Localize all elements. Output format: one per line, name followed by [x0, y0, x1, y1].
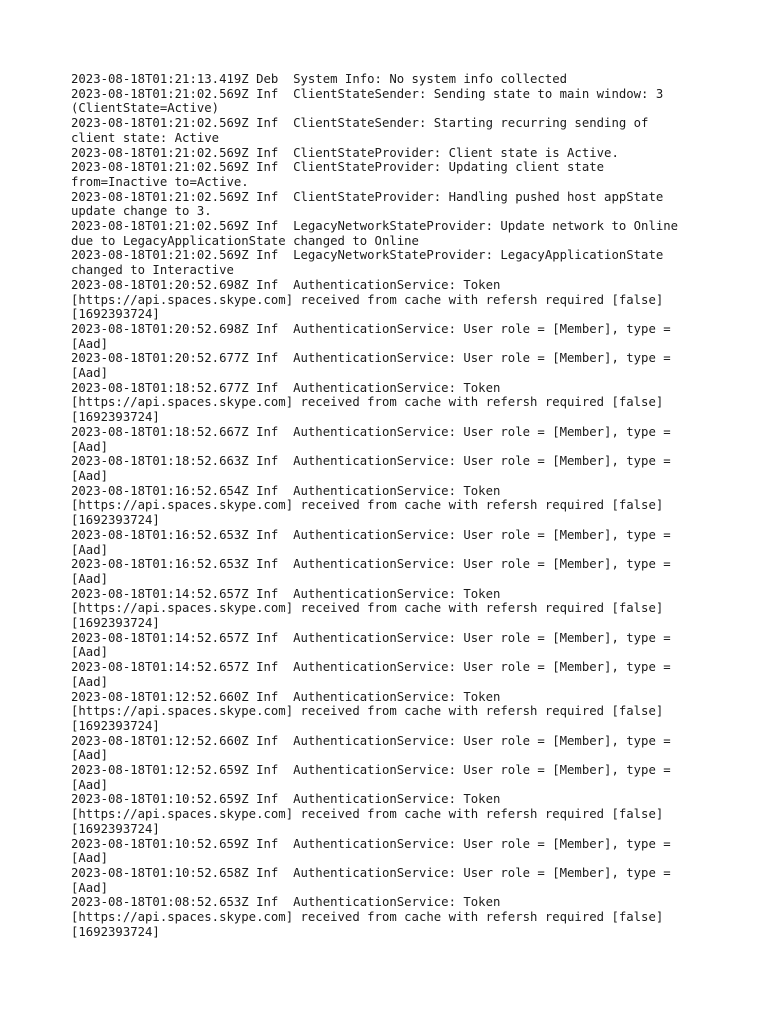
- log-line: [1692393724]: [71, 924, 160, 939]
- log-entry: [71, 866, 711, 895]
- log-entry: [71, 160, 711, 189]
- log-line: 2023-08-18T01:18:52.663Z Inf AuthenticationService: User role = [Member], type =: [71, 454, 671, 469]
- log-line: [Aad]: [71, 777, 109, 792]
- log-entry: [71, 351, 711, 380]
- log-line: [1692393724]: [71, 410, 160, 425]
- log-line: 2023-08-18T01:21:02.569Z Inf LegacyNetworkStateProvider: LegacyApplicationState: [71, 248, 664, 263]
- log-entry: [71, 631, 711, 660]
- log-line: [Aad]: [71, 468, 109, 483]
- log-entry: [71, 587, 711, 631]
- log-line: [1692393724]: [71, 307, 160, 322]
- log-entry: [71, 322, 711, 351]
- log-line: 2023-08-18T01:12:52.660Z Inf AuthenticationService: Token: [71, 689, 501, 704]
- log-line: [1692393724]: [71, 616, 160, 631]
- log-line: 2023-08-18T01:16:52.653Z Inf AuthenticationService: User role = [Member], type =: [71, 527, 671, 542]
- log-line: 2023-08-18T01:18:52.677Z Inf AuthenticationService: Token: [71, 380, 501, 395]
- log-line: [https://api.spaces.skype.com] received from cache with refersh required [false]: [71, 292, 664, 307]
- log-line: 2023-08-18T01:14:52.657Z Inf AuthenticationService: User role = [Member], type =: [71, 630, 671, 645]
- log-line: from=Inactive to=Active.: [71, 174, 249, 189]
- log-line: 2023-08-18T01:08:52.653Z Inf AuthenticationService: Token: [71, 895, 501, 910]
- log-line: 2023-08-18T01:21:02.569Z Inf ClientStateProvider: Updating client state: [71, 160, 605, 175]
- log-line: [Aad]: [71, 336, 109, 351]
- log-line: [1692393724]: [71, 821, 160, 836]
- log-line: [Aad]: [71, 880, 109, 895]
- log-entry: [71, 146, 711, 161]
- log-line: [1692393724]: [71, 513, 160, 528]
- log-line: [Aad]: [71, 674, 109, 689]
- log-entry: [71, 763, 711, 792]
- log-line: [Aad]: [71, 366, 109, 381]
- log-entry: [71, 660, 711, 689]
- log-line: 2023-08-18T01:14:52.657Z Inf AuthenticationService: User role = [Member], type =: [71, 660, 671, 675]
- log-entry: [71, 116, 711, 145]
- log-entry: [71, 87, 711, 116]
- log-entry: [71, 734, 711, 763]
- log-entry: [71, 528, 711, 557]
- log-line: 2023-08-18T01:21:02.569Z Inf ClientStateProvider: Handling pushed host appState: [71, 189, 664, 204]
- log-entry: [71, 190, 711, 219]
- log-line: [Aad]: [71, 439, 109, 454]
- log-entry: [71, 557, 711, 586]
- log-entry: [71, 454, 711, 483]
- log-entry: [71, 381, 711, 425]
- log-line: 2023-08-18T01:21:02.569Z Inf ClientStateProvider: Client state is Active.: [71, 145, 619, 160]
- log-line: [https://api.spaces.skype.com] received from cache with refersh required [false]: [71, 807, 664, 822]
- log-line: [https://api.spaces.skype.com] received from cache with refersh required [false]: [71, 395, 664, 410]
- log-line: 2023-08-18T01:21:02.569Z Inf LegacyNetworkStateProvider: Update network to Online: [71, 219, 679, 234]
- log-line: [Aad]: [71, 542, 109, 557]
- log-entry: [71, 895, 711, 939]
- log-line: 2023-08-18T01:20:52.698Z Inf AuthenticationService: Token: [71, 277, 501, 292]
- log-line: [Aad]: [71, 645, 109, 660]
- log-line: 2023-08-18T01:10:52.658Z Inf AuthenticationService: User role = [Member], type =: [71, 865, 671, 880]
- log-line: 2023-08-18T01:20:52.698Z Inf AuthenticationService: User role = [Member], type =: [71, 321, 671, 336]
- log-text-block: [71, 72, 711, 939]
- log-line: (ClientState=Active): [71, 101, 220, 116]
- log-line: 2023-08-18T01:16:52.654Z Inf AuthenticationService: Token: [71, 483, 501, 498]
- log-line: [Aad]: [71, 571, 109, 586]
- log-line: client state: Active: [71, 130, 220, 145]
- log-line: [1692393724]: [71, 718, 160, 733]
- log-entry: [71, 278, 711, 322]
- log-line: [https://api.spaces.skype.com] received from cache with refersh required [false]: [71, 498, 664, 513]
- log-line: 2023-08-18T01:12:52.659Z Inf AuthenticationService: User role = [Member], type =: [71, 763, 671, 778]
- log-line: 2023-08-18T01:20:52.677Z Inf AuthenticationService: User role = [Member], type =: [71, 351, 671, 366]
- log-entry: [71, 248, 711, 277]
- log-line: [https://api.spaces.skype.com] received from cache with refersh required [false]: [71, 704, 664, 719]
- log-entry: [71, 484, 711, 528]
- log-entry: [71, 72, 711, 87]
- log-line: due to LegacyApplicationState changed to Online: [71, 233, 419, 248]
- log-line: 2023-08-18T01:10:52.659Z Inf AuthenticationService: User role = [Member], type =: [71, 836, 671, 851]
- log-line: changed to Interactive: [71, 263, 234, 278]
- log-entry: [71, 219, 711, 248]
- log-line: 2023-08-18T01:12:52.660Z Inf AuthenticationService: User role = [Member], type =: [71, 733, 671, 748]
- log-entry: [71, 792, 711, 836]
- log-line: 2023-08-18T01:14:52.657Z Inf AuthenticationService: Token: [71, 586, 501, 601]
- log-line: [https://api.spaces.skype.com] received from cache with refersh required [false]: [71, 601, 664, 616]
- log-line: [Aad]: [71, 748, 109, 763]
- log-entry: [71, 690, 711, 734]
- log-entry: [71, 425, 711, 454]
- log-line: 2023-08-18T01:16:52.653Z Inf AuthenticationService: User role = [Member], type =: [71, 557, 671, 572]
- log-line: 2023-08-18T01:21:02.569Z Inf ClientStateSender: Starting recurring sending of: [71, 116, 649, 131]
- log-line: 2023-08-18T01:21:13.419Z Deb System Info: No system info collected: [71, 72, 568, 86]
- log-line: update change to 3.: [71, 204, 212, 219]
- log-line: 2023-08-18T01:10:52.659Z Inf AuthenticationService: Token: [71, 792, 501, 807]
- log-line: 2023-08-18T01:18:52.667Z Inf AuthenticationService: User role = [Member], type =: [71, 424, 671, 439]
- log-line: 2023-08-18T01:21:02.569Z Inf ClientStateSender: Sending state to main window: 3: [71, 86, 664, 101]
- log-line: [https://api.spaces.skype.com] received from cache with refersh required [false]: [71, 910, 664, 925]
- log-entry: [71, 837, 711, 866]
- log-line: [Aad]: [71, 851, 109, 866]
